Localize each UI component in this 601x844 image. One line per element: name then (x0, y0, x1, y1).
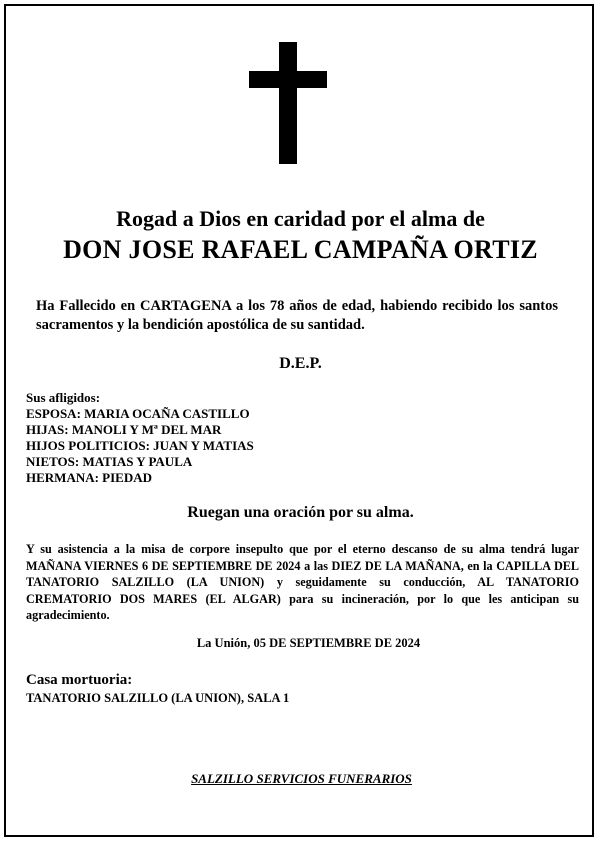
mourner-line: ESPOSA: MARIA OCAÑA CASTILLO (26, 406, 250, 421)
mourner-line: HIJAS: MANOLI Y Mª DEL MAR (26, 422, 222, 437)
prayer-request: Ruegan una oración por su alma. (187, 504, 414, 521)
rip-text: D.E.P. (279, 355, 322, 372)
heading-prayer-line: Rogad a Dios en caridad por el alma de (116, 206, 485, 231)
mourners-title: Sus afligidos: (26, 390, 101, 405)
funeral-service-name: SALZILLO SERVICIOS FUNERARIOS (191, 771, 412, 786)
mass-details: Y su asistencia a la misa de corpore insepulto que por el eterno descanso de su alma tendrá lugar MAÑANA VIERNES 6 DE SEPTIEMBRE DE 2024 a las DIEZ DE LA MAÑANA, en la CAPILLA DEL TANATORIO SALZILLO (LA UNION) y seguidamente su conducción, AL TANATORIO CREMATORIO DOS MARES (EL ALGAR) para su incineración, por lo que les anticipan su agradecimiento. (26, 542, 579, 622)
mourner-line: NIETOS: MATIAS Y PAULA (26, 454, 193, 469)
place-date: La Unión, 05 DE SEPTIEMBRE DE 2024 (196, 636, 421, 650)
funeral-home-value: TANATORIO SALZILLO (LA UNION), SALA 1 (26, 691, 290, 705)
mourners-list (26, 390, 254, 486)
mourner-line: HIJOS POLITICIOS: JUAN Y MATIAS (26, 438, 254, 453)
death-announcement: Ha Fallecido en CARTAGENA a los 78 años de edad, habiendo recibido los santos sacramentos y la bendición apostólica de su santidad. (36, 298, 558, 333)
mourner-line: HERMANA: PIEDAD (26, 470, 153, 485)
latin-cross-icon (249, 42, 327, 164)
funeral-home-title: Casa mortuoria: (26, 672, 133, 688)
deceased-name: DON JOSE RAFAEL CAMPAÑA ORTIZ (63, 235, 538, 264)
